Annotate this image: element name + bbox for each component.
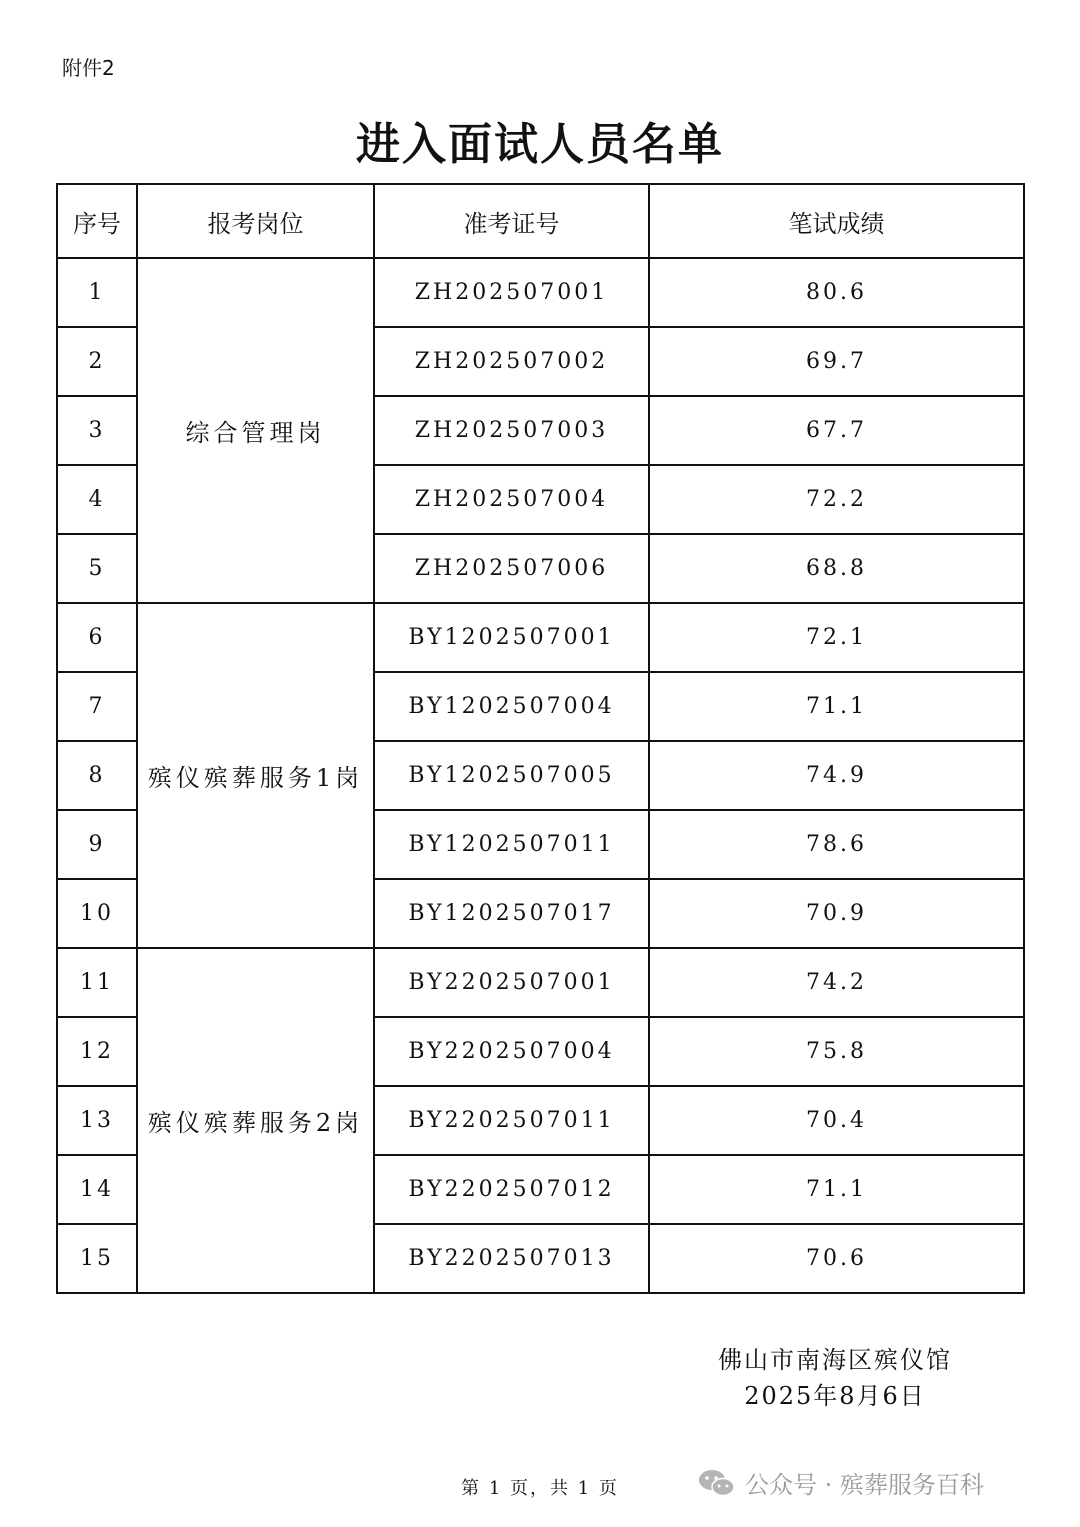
row-score: 74.2 — [649, 948, 1024, 1017]
page-title: 进入面试人员名单 — [356, 119, 724, 170]
table-row — [57, 258, 1024, 327]
row-exam-id: BY2202507011 — [374, 1086, 649, 1155]
row-score: 70.9 — [649, 879, 1024, 948]
row-score: 71.1 — [649, 1155, 1024, 1224]
row-exam-id: ZH202507006 — [374, 534, 649, 603]
row-exam-id: ZH202507003 — [374, 396, 649, 465]
row-score: 71.1 — [649, 672, 1024, 741]
watermark — [697, 1465, 984, 1500]
row-score: 74.9 — [649, 741, 1024, 810]
row-exam-id: BY2202507012 — [374, 1155, 649, 1224]
row-seq: 15 — [57, 1224, 137, 1293]
row-seq: 12 — [57, 1017, 137, 1086]
row-seq: 2 — [57, 327, 137, 396]
row-exam-id: BY2202507001 — [374, 948, 649, 1017]
attachment-label: 附件2 — [62, 56, 115, 80]
row-exam-id: ZH202507002 — [374, 327, 649, 396]
row-score: 80.6 — [649, 258, 1024, 327]
row-seq: 9 — [57, 810, 137, 879]
row-exam-id: BY1202507005 — [374, 741, 649, 810]
row-seq: 6 — [57, 603, 137, 672]
row-score: 72.2 — [649, 465, 1024, 534]
header-post: 报考岗位 — [137, 184, 374, 258]
row-score: 75.8 — [649, 1017, 1024, 1086]
row-exam-id: BY1202507001 — [374, 603, 649, 672]
row-seq: 8 — [57, 741, 137, 810]
row-score: 70.6 — [649, 1224, 1024, 1293]
signature-org: 佛山市南海区殡仪馆 — [718, 1346, 952, 1374]
header-row — [57, 184, 1024, 258]
post-cell: 综合管理岗 — [137, 258, 374, 603]
wechat-icon — [697, 1468, 737, 1498]
row-seq: 5 — [57, 534, 137, 603]
row-exam-id: BY1202507017 — [374, 879, 649, 948]
row-exam-id: ZH202507004 — [374, 465, 649, 534]
page-number: 第 1 页，共 1 页 — [461, 1478, 619, 1499]
row-exam-id: ZH202507001 — [374, 258, 649, 327]
row-seq: 3 — [57, 396, 137, 465]
row-seq: 14 — [57, 1155, 137, 1224]
row-seq: 10 — [57, 879, 137, 948]
post-cell: 殡仪殡葬服务1岗 — [137, 603, 374, 948]
row-seq: 13 — [57, 1086, 137, 1155]
row-exam-id: BY1202507011 — [374, 810, 649, 879]
row-seq: 11 — [57, 948, 137, 1017]
header-seq: 序号 — [57, 184, 137, 258]
row-score: 70.4 — [649, 1086, 1024, 1155]
row-seq: 7 — [57, 672, 137, 741]
header-score: 笔试成绩 — [649, 184, 1024, 258]
row-seq: 4 — [57, 465, 137, 534]
signature-date: 2025年8月6日 — [744, 1382, 926, 1410]
post-cell: 殡仪殡葬服务2岗 — [137, 948, 374, 1293]
row-score: 67.7 — [649, 396, 1024, 465]
row-exam-id: BY1202507004 — [374, 672, 649, 741]
table-row — [57, 948, 1024, 1017]
row-score: 68.8 — [649, 534, 1024, 603]
row-seq: 1 — [57, 258, 137, 327]
header-exam-id: 准考证号 — [374, 184, 649, 258]
row-score: 69.7 — [649, 327, 1024, 396]
signature-block — [700, 1342, 970, 1414]
watermark-text: 公众号 · 殡葬服务百科 — [745, 1471, 984, 1499]
interview-list-table — [56, 183, 1025, 1294]
table-row — [57, 603, 1024, 672]
row-score: 78.6 — [649, 810, 1024, 879]
row-score: 72.1 — [649, 603, 1024, 672]
row-exam-id: BY2202507013 — [374, 1224, 649, 1293]
row-exam-id: BY2202507004 — [374, 1017, 649, 1086]
